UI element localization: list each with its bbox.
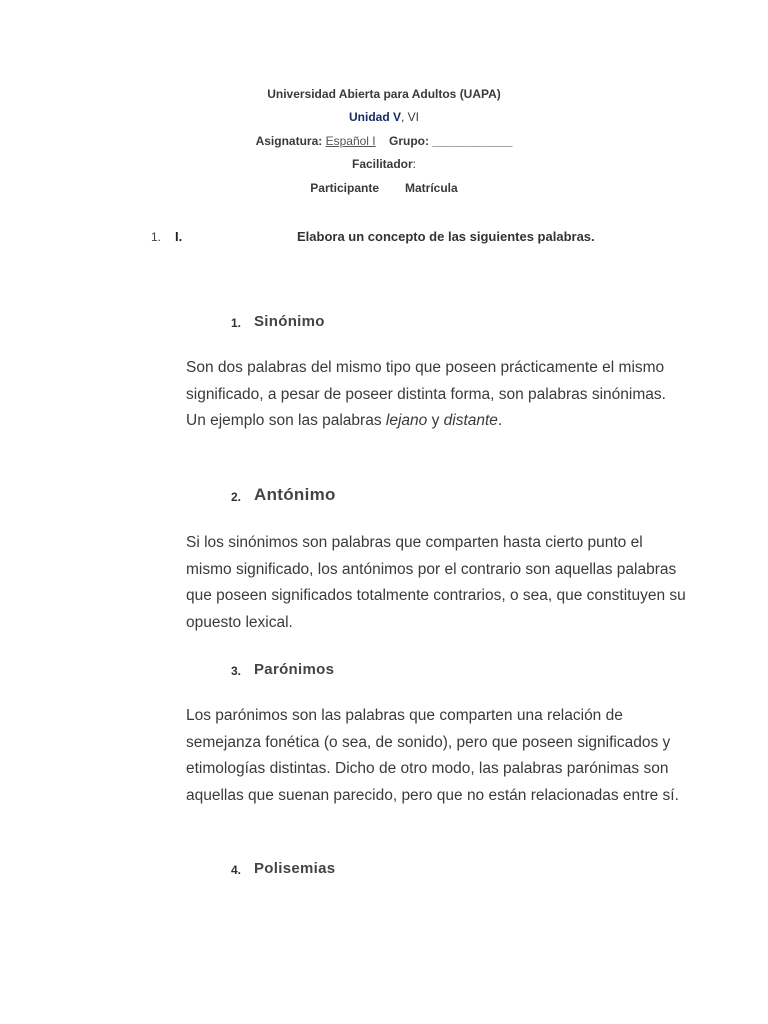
definition-text: . — [497, 412, 503, 430]
item-number: 2. — [231, 490, 242, 504]
definition-paronimos: Los parónimos son las palabras que comparten una relación de semejanza fonética (o sea, de sonido), pero que poseen significados y etimologías distintas. Dicho de otro modo, las palabras parónimas son aquellas que suenan parecido, pero que no están relacionadas entre sí. — [186, 707, 679, 805]
item-number: 4. — [231, 863, 242, 877]
item-title: Sinónimo — [254, 313, 325, 330]
section-number: 1. — [151, 230, 162, 244]
facilitator-colon: : — [412, 157, 417, 171]
item-number: 1. — [231, 316, 242, 330]
definition-text: Son dos palabras del mismo tipo que poseen prácticamente el mismo significado, a pesar de poseer distinta forma, son palabras sinónimas. Un ejemplo son las palabras — [186, 359, 666, 430]
facilitator-line — [0, 157, 768, 171]
participant-line — [0, 181, 768, 195]
item-title: Polisemias — [254, 860, 336, 877]
facilitator-label: Facilitador — [351, 157, 413, 171]
group-label: Grupo: ____________ — [389, 134, 513, 148]
section-instruction: Elabora un concepto de las siguientes palabras. — [297, 229, 595, 244]
subject-line — [0, 134, 768, 148]
unit-label: Unidad V — [348, 110, 401, 124]
subject-label: Asignatura: — [255, 134, 323, 148]
enrollment-label: Matrícula — [405, 181, 458, 195]
definition-text: y — [427, 412, 444, 430]
item-title: Antónimo — [254, 485, 336, 504]
subject-value: Español I — [325, 134, 376, 148]
university-title: Universidad Abierta para Adultos (UAPA) — [267, 87, 501, 101]
unit-line — [0, 110, 768, 124]
example-word: distante — [443, 412, 498, 430]
definition-sinonimo — [186, 355, 686, 435]
section-roman: I. — [175, 229, 183, 244]
participant-label: Participante — [310, 181, 379, 195]
item-number: 3. — [231, 664, 242, 678]
item-title: Parónimos — [254, 661, 335, 678]
unit-suffix: , VI — [401, 110, 420, 124]
example-word: lejano — [385, 412, 428, 430]
definition-antonimo: Si los sinónimos son palabras que comparten hasta cierto punto el mismo significado, los antónimos por el contrario son aquellas palabras que poseen significados totalmente contrarios, o sea, que constituyen su opuesto lexical. — [186, 534, 686, 632]
